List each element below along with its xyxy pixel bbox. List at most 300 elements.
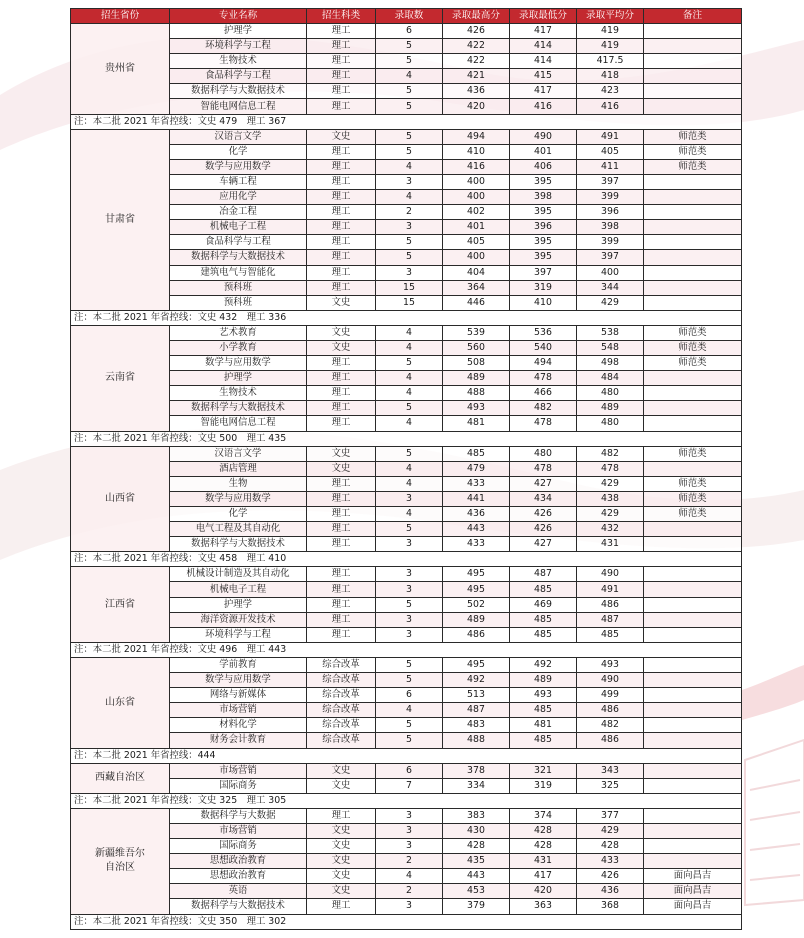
max-score-cell: 502 <box>443 597 510 612</box>
major-cell: 护理学 <box>170 597 307 612</box>
admitted-count-cell: 4 <box>376 416 443 431</box>
header-remark: 备注 <box>644 9 742 24</box>
admitted-count-cell: 3 <box>376 220 443 235</box>
category-cell: 理工 <box>307 597 376 612</box>
min-score-cell: 363 <box>510 899 577 914</box>
major-cell: 食品科学与工程 <box>170 69 307 84</box>
table-row <box>71 220 742 235</box>
remark-cell <box>644 250 742 265</box>
max-score-cell: 446 <box>443 295 510 310</box>
admitted-count-cell: 4 <box>376 159 443 174</box>
control-line-note: 注：本二批 2021 年省控线：文史 432 理工 336 <box>71 310 742 325</box>
category-cell: 理工 <box>307 491 376 506</box>
remark-cell <box>644 265 742 280</box>
max-score-cell: 401 <box>443 220 510 235</box>
major-cell: 机械电子工程 <box>170 220 307 235</box>
max-score-cell: 489 <box>443 612 510 627</box>
remark-cell <box>644 386 742 401</box>
admitted-count-cell: 4 <box>376 869 443 884</box>
admitted-count-cell: 15 <box>376 295 443 310</box>
min-score-cell: 374 <box>510 808 577 823</box>
max-score-cell: 488 <box>443 733 510 748</box>
min-score-cell: 485 <box>510 582 577 597</box>
min-score-cell: 406 <box>510 159 577 174</box>
table-row <box>71 174 742 189</box>
table-row <box>71 99 742 114</box>
min-score-cell: 417 <box>510 84 577 99</box>
table-row <box>71 24 742 39</box>
category-cell: 文史 <box>307 763 376 778</box>
category-cell: 理工 <box>307 371 376 386</box>
major-cell: 海洋资源开发技术 <box>170 612 307 627</box>
major-cell: 学前教育 <box>170 657 307 672</box>
avg-score-cell: 429 <box>577 507 644 522</box>
min-score-cell: 540 <box>510 340 577 355</box>
admitted-count-cell: 3 <box>376 612 443 627</box>
max-score-cell: 443 <box>443 869 510 884</box>
admitted-count-cell: 6 <box>376 24 443 39</box>
table-row <box>71 703 742 718</box>
min-score-cell: 417 <box>510 869 577 884</box>
major-cell: 市场营销 <box>170 763 307 778</box>
admitted-count-cell: 5 <box>376 733 443 748</box>
min-score-cell: 480 <box>510 446 577 461</box>
control-line-note: 注：本二批 2021 年省控线：文史 496 理工 443 <box>71 642 742 657</box>
table-row <box>71 808 742 823</box>
major-cell: 机械电子工程 <box>170 582 307 597</box>
avg-score-cell: 489 <box>577 401 644 416</box>
major-cell: 化学 <box>170 507 307 522</box>
note-row <box>71 310 742 325</box>
major-cell: 生物技术 <box>170 386 307 401</box>
note-row <box>71 914 742 929</box>
remark-cell <box>644 854 742 869</box>
min-score-cell: 395 <box>510 235 577 250</box>
max-score-cell: 422 <box>443 39 510 54</box>
remark-cell: 面向昌吉 <box>644 884 742 899</box>
category-cell: 理工 <box>307 69 376 84</box>
remark-cell <box>644 295 742 310</box>
avg-score-cell: 429 <box>577 823 644 838</box>
category-cell: 综合改革 <box>307 673 376 688</box>
min-score-cell: 485 <box>510 627 577 642</box>
avg-score-cell: 486 <box>577 703 644 718</box>
major-cell: 预科班 <box>170 295 307 310</box>
table-row <box>71 265 742 280</box>
province-cell: 江西省 <box>71 567 170 642</box>
table-row <box>71 718 742 733</box>
category-cell: 文史 <box>307 884 376 899</box>
avg-score-cell: 438 <box>577 491 644 506</box>
remark-cell <box>644 24 742 39</box>
min-score-cell: 428 <box>510 823 577 838</box>
min-score-cell: 490 <box>510 129 577 144</box>
province-cell: 山西省 <box>71 446 170 552</box>
category-cell: 理工 <box>307 205 376 220</box>
remark-cell: 师范类 <box>644 446 742 461</box>
category-cell: 文史 <box>307 129 376 144</box>
avg-score-cell: 538 <box>577 325 644 340</box>
min-score-cell: 485 <box>510 703 577 718</box>
category-cell: 理工 <box>307 250 376 265</box>
category-cell: 理工 <box>307 522 376 537</box>
admitted-count-cell: 3 <box>376 491 443 506</box>
control-line-note: 注：本二批 2021 年省控线：444 <box>71 748 742 763</box>
category-cell: 理工 <box>307 567 376 582</box>
major-cell: 思想政治教育 <box>170 869 307 884</box>
remark-cell <box>644 778 742 793</box>
admitted-count-cell: 15 <box>376 280 443 295</box>
table-row <box>71 778 742 793</box>
max-score-cell: 486 <box>443 627 510 642</box>
major-cell: 车辆工程 <box>170 174 307 189</box>
remark-cell: 师范类 <box>644 356 742 371</box>
major-cell: 智能电网信息工程 <box>170 99 307 114</box>
avg-score-cell: 433 <box>577 854 644 869</box>
major-cell: 应用化学 <box>170 190 307 205</box>
avg-score-cell: 399 <box>577 190 644 205</box>
max-score-cell: 422 <box>443 54 510 69</box>
major-cell: 酒店管理 <box>170 461 307 476</box>
avg-score-cell: 482 <box>577 446 644 461</box>
admitted-count-cell: 5 <box>376 235 443 250</box>
avg-score-cell: 397 <box>577 250 644 265</box>
table-row <box>71 733 742 748</box>
admitted-count-cell: 3 <box>376 537 443 552</box>
max-score-cell: 402 <box>443 205 510 220</box>
min-score-cell: 319 <box>510 778 577 793</box>
min-score-cell: 478 <box>510 416 577 431</box>
avg-score-cell: 499 <box>577 688 644 703</box>
admitted-count-cell: 4 <box>376 507 443 522</box>
category-cell: 理工 <box>307 190 376 205</box>
min-score-cell: 414 <box>510 39 577 54</box>
major-cell: 生物 <box>170 476 307 491</box>
admitted-count-cell: 4 <box>376 476 443 491</box>
major-cell: 数学与应用数学 <box>170 491 307 506</box>
remark-cell <box>644 416 742 431</box>
watermark-building-lines <box>745 740 804 905</box>
major-cell: 冶金工程 <box>170 205 307 220</box>
major-cell: 英语 <box>170 884 307 899</box>
admitted-count-cell: 4 <box>376 340 443 355</box>
avg-score-cell: 548 <box>577 340 644 355</box>
province-cell: 云南省 <box>71 325 170 431</box>
admitted-count-cell: 5 <box>376 522 443 537</box>
table-row <box>71 657 742 672</box>
header-category: 招生科类 <box>307 9 376 24</box>
province-cell: 新疆维吾尔 自治区 <box>71 808 170 914</box>
category-cell: 理工 <box>307 386 376 401</box>
max-score-cell: 481 <box>443 416 510 431</box>
min-score-cell: 478 <box>510 371 577 386</box>
remark-cell: 面向昌吉 <box>644 869 742 884</box>
table-row <box>71 371 742 386</box>
major-cell: 市场营销 <box>170 703 307 718</box>
table-row <box>71 446 742 461</box>
max-score-cell: 453 <box>443 884 510 899</box>
note-row <box>71 793 742 808</box>
remark-cell: 师范类 <box>644 325 742 340</box>
avg-score-cell: 480 <box>577 386 644 401</box>
control-line-note: 注：本二批 2021 年省控线：文史 350 理工 302 <box>71 914 742 929</box>
max-score-cell: 420 <box>443 99 510 114</box>
note-row <box>71 642 742 657</box>
admitted-count-cell: 5 <box>376 250 443 265</box>
min-score-cell: 401 <box>510 144 577 159</box>
max-score-cell: 488 <box>443 386 510 401</box>
max-score-cell: 489 <box>443 371 510 386</box>
avg-score-cell: 419 <box>577 24 644 39</box>
major-cell: 汉语言文学 <box>170 446 307 461</box>
max-score-cell: 494 <box>443 129 510 144</box>
min-score-cell: 485 <box>510 733 577 748</box>
avg-score-cell: 431 <box>577 537 644 552</box>
watermark-red-stroke <box>742 665 804 720</box>
remark-cell <box>644 688 742 703</box>
min-score-cell: 319 <box>510 280 577 295</box>
max-score-cell: 334 <box>443 778 510 793</box>
table-row <box>71 763 742 778</box>
remark-cell <box>644 371 742 386</box>
table-row <box>71 567 742 582</box>
remark-cell <box>644 733 742 748</box>
avg-score-cell: 491 <box>577 582 644 597</box>
max-score-cell: 364 <box>443 280 510 295</box>
avg-score-cell: 429 <box>577 295 644 310</box>
max-score-cell: 436 <box>443 84 510 99</box>
admitted-count-cell: 2 <box>376 205 443 220</box>
note-row <box>71 114 742 129</box>
remark-cell <box>644 567 742 582</box>
category-cell: 理工 <box>307 99 376 114</box>
min-score-cell: 416 <box>510 99 577 114</box>
major-cell: 小学教育 <box>170 340 307 355</box>
category-cell: 文史 <box>307 778 376 793</box>
avg-score-cell: 486 <box>577 733 644 748</box>
remark-cell <box>644 461 742 476</box>
table-row <box>71 839 742 854</box>
avg-score-cell: 480 <box>577 416 644 431</box>
remark-cell <box>644 522 742 537</box>
min-score-cell: 431 <box>510 854 577 869</box>
category-cell: 文史 <box>307 340 376 355</box>
avg-score-cell: 498 <box>577 356 644 371</box>
remark-cell <box>644 718 742 733</box>
category-cell: 理工 <box>307 899 376 914</box>
table-row <box>71 54 742 69</box>
avg-score-cell: 493 <box>577 657 644 672</box>
header-admitted-count: 录取数 <box>376 9 443 24</box>
admitted-count-cell: 6 <box>376 763 443 778</box>
avg-score-cell: 419 <box>577 39 644 54</box>
admitted-count-cell: 5 <box>376 39 443 54</box>
admitted-count-cell: 3 <box>376 174 443 189</box>
category-cell: 理工 <box>307 159 376 174</box>
max-score-cell: 426 <box>443 24 510 39</box>
min-score-cell: 426 <box>510 507 577 522</box>
avg-score-cell: 485 <box>577 627 644 642</box>
province-cell: 山东省 <box>71 657 170 748</box>
category-cell: 综合改革 <box>307 703 376 718</box>
major-cell: 数据科学与大数据技术 <box>170 84 307 99</box>
province-cell: 贵州省 <box>71 24 170 115</box>
remark-cell: 师范类 <box>644 476 742 491</box>
avg-score-cell: 486 <box>577 597 644 612</box>
remark-cell <box>644 205 742 220</box>
major-cell: 网络与新媒体 <box>170 688 307 703</box>
admitted-count-cell: 4 <box>376 703 443 718</box>
category-cell: 综合改革 <box>307 688 376 703</box>
major-cell: 生物技术 <box>170 54 307 69</box>
control-line-note: 注：本二批 2021 年省控线：文史 458 理工 410 <box>71 552 742 567</box>
note-row <box>71 748 742 763</box>
min-score-cell: 434 <box>510 491 577 506</box>
control-line-note: 注：本二批 2021 年省控线：文史 325 理工 305 <box>71 793 742 808</box>
category-cell: 理工 <box>307 84 376 99</box>
major-cell: 食品科学与工程 <box>170 235 307 250</box>
min-score-cell: 415 <box>510 69 577 84</box>
category-cell: 理工 <box>307 174 376 189</box>
avg-score-cell: 426 <box>577 869 644 884</box>
admitted-count-cell: 4 <box>376 461 443 476</box>
max-score-cell: 428 <box>443 839 510 854</box>
header-province: 招生省份 <box>71 9 170 24</box>
major-cell: 艺术教育 <box>170 325 307 340</box>
major-cell: 汉语言文学 <box>170 129 307 144</box>
major-cell: 数据科学与大数据技术 <box>170 537 307 552</box>
table-row <box>71 159 742 174</box>
header-avg-score: 录取平均分 <box>577 9 644 24</box>
remark-cell <box>644 582 742 597</box>
table-row <box>71 235 742 250</box>
major-cell: 电气工程及其自动化 <box>170 522 307 537</box>
table-row <box>71 356 742 371</box>
remark-cell: 师范类 <box>644 144 742 159</box>
min-score-cell: 321 <box>510 763 577 778</box>
min-score-cell: 478 <box>510 461 577 476</box>
admitted-count-cell: 3 <box>376 567 443 582</box>
admitted-count-cell: 3 <box>376 808 443 823</box>
min-score-cell: 466 <box>510 386 577 401</box>
remark-cell <box>644 763 742 778</box>
remark-cell <box>644 823 742 838</box>
major-cell: 环境科学与工程 <box>170 39 307 54</box>
max-score-cell: 443 <box>443 522 510 537</box>
major-cell: 数学与应用数学 <box>170 356 307 371</box>
remark-cell <box>644 280 742 295</box>
major-cell: 市场营销 <box>170 823 307 838</box>
admission-table <box>70 8 742 930</box>
major-cell: 建筑电气与智能化 <box>170 265 307 280</box>
table-row <box>71 295 742 310</box>
note-row <box>71 552 742 567</box>
table-row <box>71 491 742 506</box>
max-score-cell: 404 <box>443 265 510 280</box>
max-score-cell: 400 <box>443 190 510 205</box>
control-line-note: 注：本二批 2021 年省控线：文史 500 理工 435 <box>71 431 742 446</box>
remark-cell <box>644 235 742 250</box>
admitted-count-cell: 4 <box>376 190 443 205</box>
table-body <box>71 24 742 930</box>
major-cell: 化学 <box>170 144 307 159</box>
max-score-cell: 483 <box>443 718 510 733</box>
remark-cell <box>644 39 742 54</box>
remark-cell <box>644 174 742 189</box>
admitted-count-cell: 5 <box>376 356 443 371</box>
admitted-count-cell: 5 <box>376 597 443 612</box>
table-row <box>71 39 742 54</box>
avg-score-cell: 405 <box>577 144 644 159</box>
min-score-cell: 427 <box>510 476 577 491</box>
category-cell: 文史 <box>307 854 376 869</box>
avg-score-cell: 478 <box>577 461 644 476</box>
min-score-cell: 396 <box>510 220 577 235</box>
table-row <box>71 597 742 612</box>
category-cell: 理工 <box>307 235 376 250</box>
remark-cell <box>644 99 742 114</box>
admitted-count-cell: 4 <box>376 325 443 340</box>
max-score-cell: 539 <box>443 325 510 340</box>
min-score-cell: 426 <box>510 522 577 537</box>
admitted-count-cell: 5 <box>376 84 443 99</box>
avg-score-cell: 377 <box>577 808 644 823</box>
remark-cell: 师范类 <box>644 129 742 144</box>
table-row <box>71 823 742 838</box>
min-score-cell: 417 <box>510 24 577 39</box>
admitted-count-cell: 3 <box>376 899 443 914</box>
major-cell: 机械设计制造及其自动化 <box>170 567 307 582</box>
category-cell: 理工 <box>307 537 376 552</box>
category-cell: 理工 <box>307 280 376 295</box>
admitted-count-cell: 4 <box>376 69 443 84</box>
remark-cell <box>644 190 742 205</box>
min-score-cell: 493 <box>510 688 577 703</box>
min-score-cell: 414 <box>510 54 577 69</box>
table-row <box>71 190 742 205</box>
major-cell: 国际商务 <box>170 839 307 854</box>
category-cell: 综合改革 <box>307 718 376 733</box>
min-score-cell: 427 <box>510 537 577 552</box>
category-cell: 文史 <box>307 325 376 340</box>
remark-cell <box>644 612 742 627</box>
avg-score-cell: 490 <box>577 567 644 582</box>
table-row <box>71 537 742 552</box>
admitted-count-cell: 4 <box>376 386 443 401</box>
avg-score-cell: 397 <box>577 174 644 189</box>
table-row <box>71 386 742 401</box>
admitted-count-cell: 5 <box>376 401 443 416</box>
min-score-cell: 494 <box>510 356 577 371</box>
category-cell: 理工 <box>307 808 376 823</box>
avg-score-cell: 396 <box>577 205 644 220</box>
category-cell: 理工 <box>307 612 376 627</box>
max-score-cell: 379 <box>443 899 510 914</box>
max-score-cell: 479 <box>443 461 510 476</box>
avg-score-cell: 484 <box>577 371 644 386</box>
category-cell: 理工 <box>307 582 376 597</box>
max-score-cell: 513 <box>443 688 510 703</box>
max-score-cell: 430 <box>443 823 510 838</box>
min-score-cell: 410 <box>510 295 577 310</box>
remark-cell: 师范类 <box>644 491 742 506</box>
max-score-cell: 492 <box>443 673 510 688</box>
remark-cell <box>644 401 742 416</box>
max-score-cell: 508 <box>443 356 510 371</box>
table-row <box>71 129 742 144</box>
major-cell: 环境科学与工程 <box>170 627 307 642</box>
category-cell: 理工 <box>307 144 376 159</box>
